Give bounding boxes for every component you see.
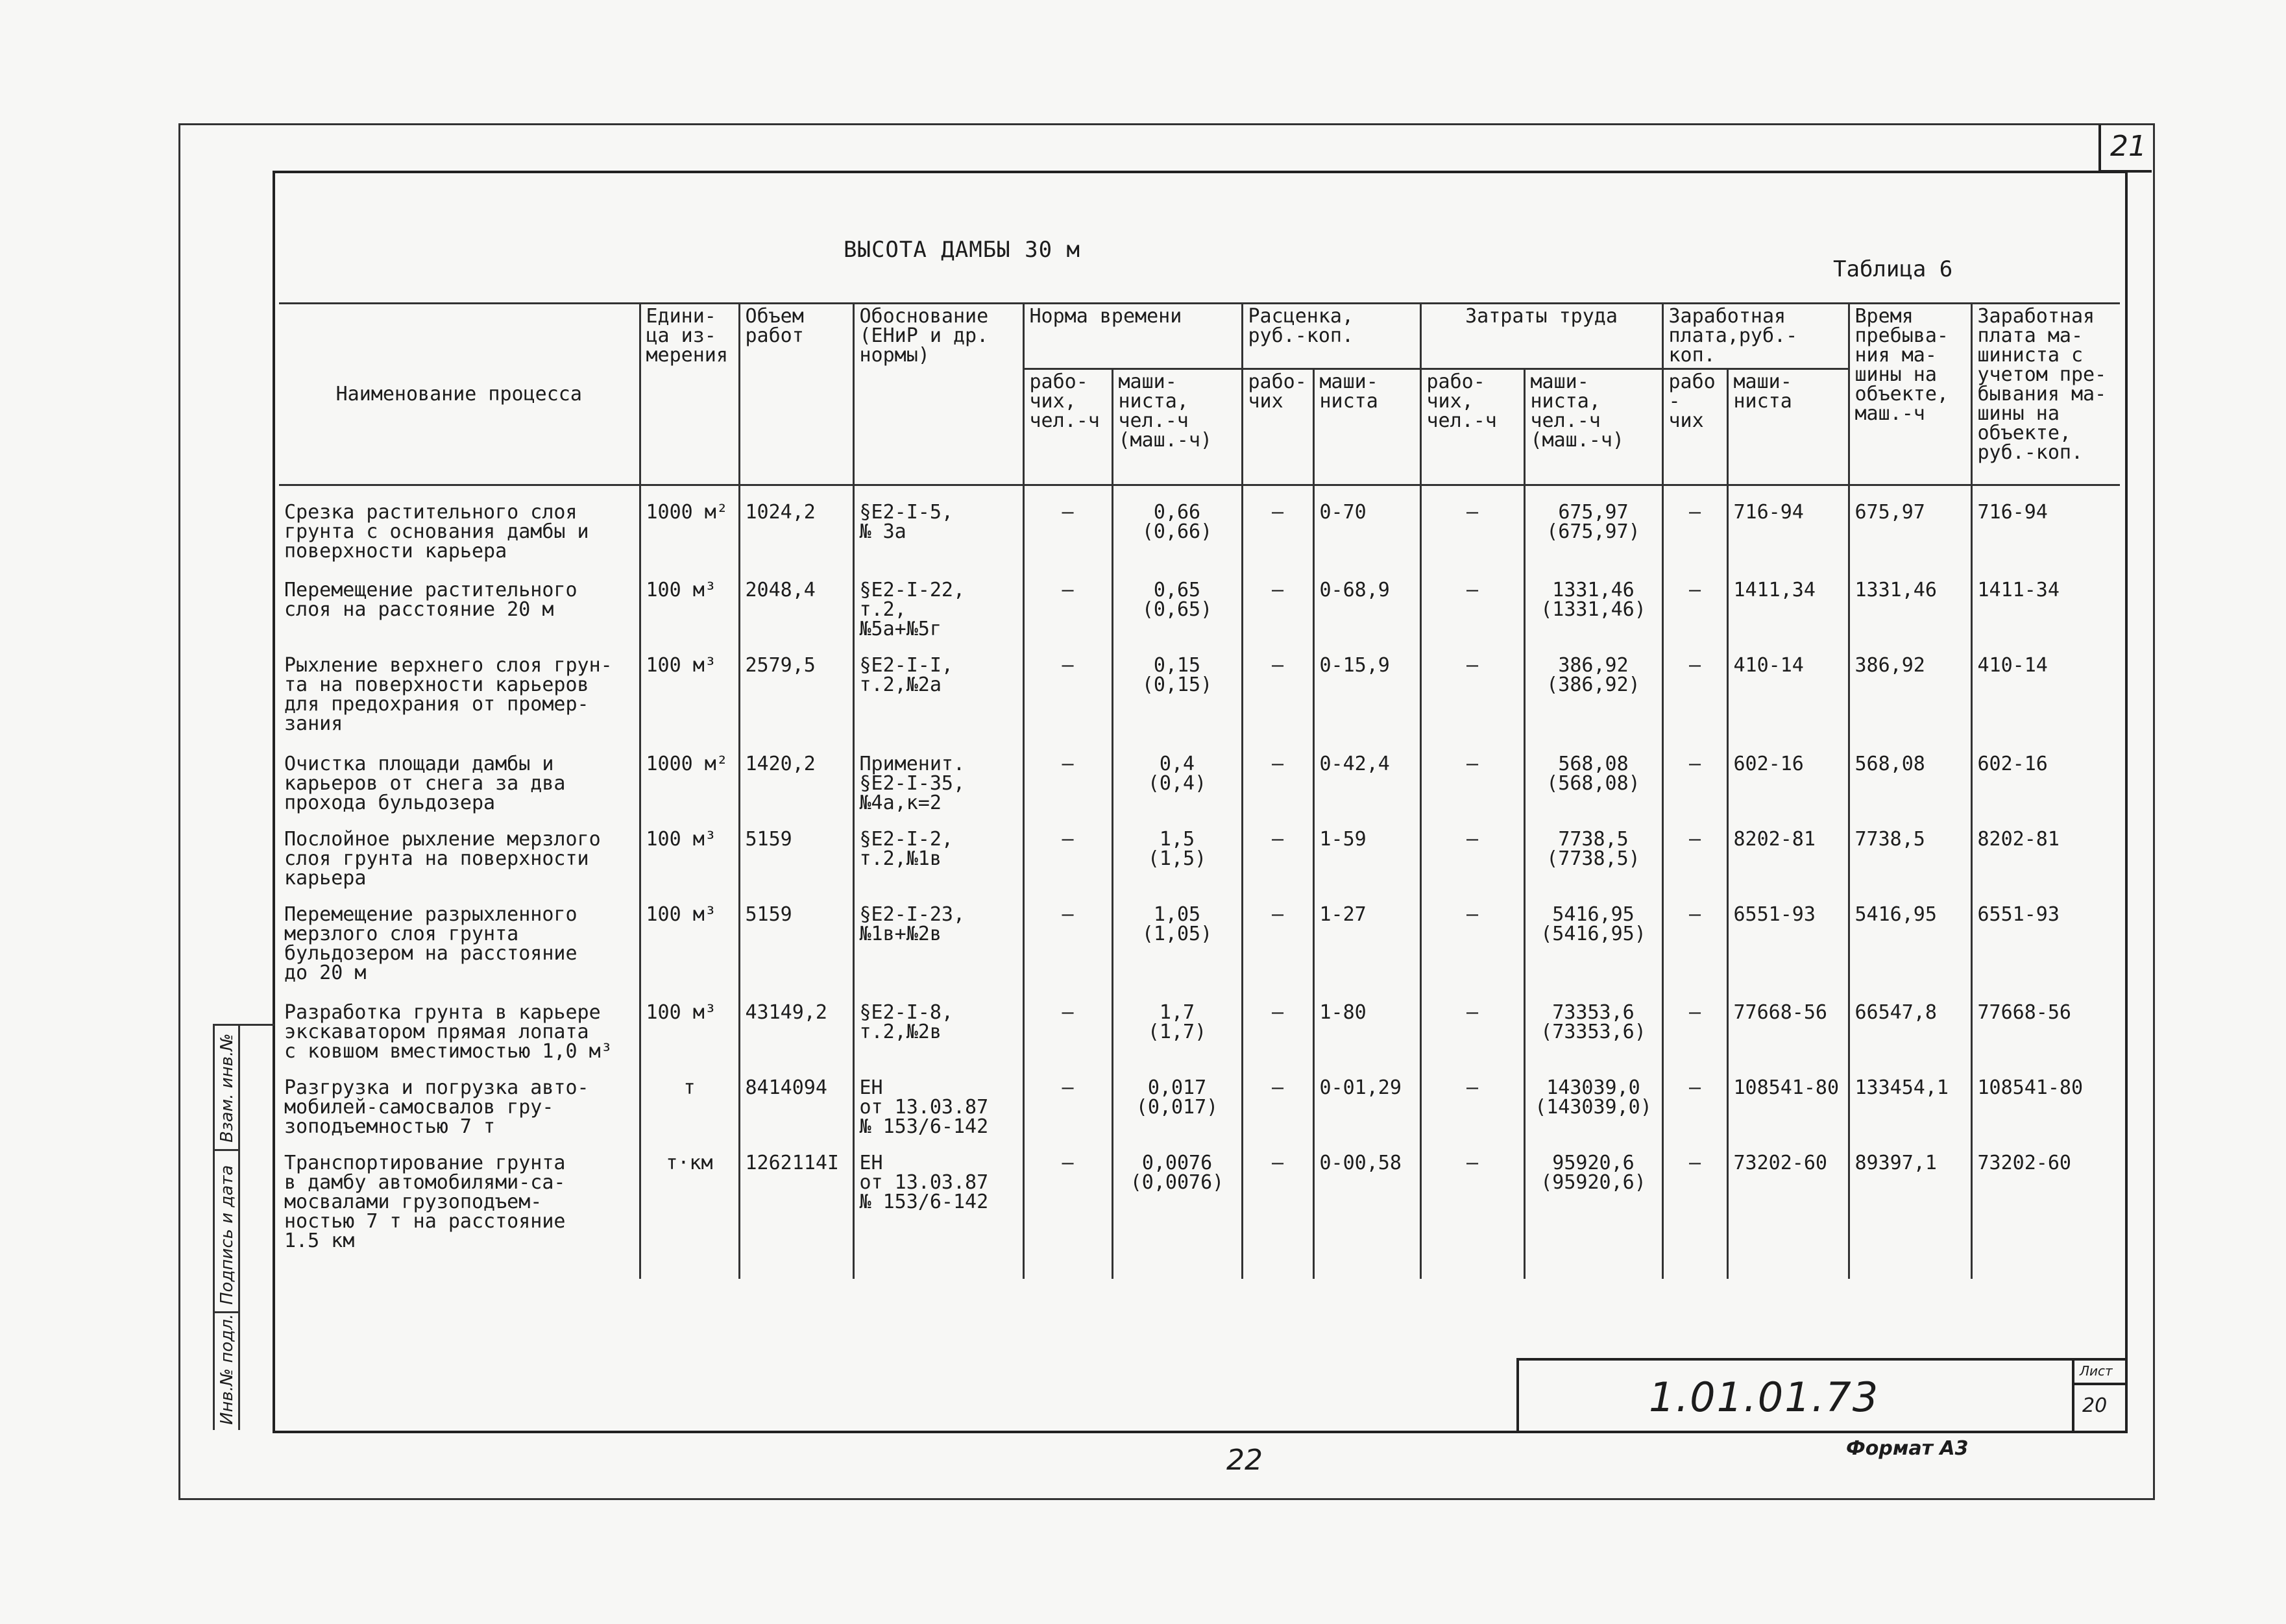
unit: 100 м³ xyxy=(640,578,739,653)
header-wages: Заработная плата,руб.-коп. xyxy=(1662,304,1849,369)
unit: 1000 м² xyxy=(640,485,739,579)
basis: §Е2-I-5, № 3а xyxy=(853,485,1023,579)
machinist-wages: 6551-93 xyxy=(1971,903,2120,1001)
strip-label-replaces-inv: Взам. инв.№ xyxy=(217,1033,237,1143)
labor-workers: – xyxy=(1420,1076,1524,1151)
volume: 1262114I xyxy=(739,1151,853,1272)
process-name: Очистка площади дамбы и карьеров от снега за два прохода бульдозера xyxy=(279,752,640,827)
header-labor-cost: Затраты труда xyxy=(1420,304,1662,369)
norm-machinist: 0,66 (0,66) xyxy=(1112,485,1242,579)
norm-workers: – xyxy=(1023,653,1112,752)
table-row xyxy=(279,653,2120,752)
volume: 1420,2 xyxy=(739,752,853,827)
rate-machinist: 0-68,9 xyxy=(1313,578,1420,653)
machinist-wages: 77668-56 xyxy=(1971,1000,2120,1076)
norm-workers: – xyxy=(1023,1076,1112,1151)
header-labor-workers: рабо- чих, чел.-ч xyxy=(1420,369,1524,485)
machinist-wages: 1411-34 xyxy=(1971,578,2120,653)
norm-machinist: 1,05 (1,05) xyxy=(1112,903,1242,1001)
header-norm-machinist: маши- ниста, чел.-ч (маш.-ч) xyxy=(1112,369,1242,485)
header-norm-workers: рабо- чих, чел.-ч xyxy=(1023,369,1112,485)
labor-workers: – xyxy=(1420,485,1524,579)
norm-workers: – xyxy=(1023,485,1112,579)
rate-machinist: 1-59 xyxy=(1313,827,1420,903)
labor-machinist: 1331,46 (1331,46) xyxy=(1524,578,1662,653)
machine-time: 7738,5 xyxy=(1849,827,1971,903)
table-row xyxy=(279,752,2120,827)
table-row xyxy=(279,1000,2120,1076)
basis: Применит. §Е2-I-35, №4а,к=2 xyxy=(853,752,1023,827)
machine-time: 386,92 xyxy=(1849,653,1971,752)
header-labor-machinist: маши- ниста, чел.-ч (маш.-ч) xyxy=(1524,369,1662,485)
format-label: Формат А3 xyxy=(1846,1437,1969,1460)
wages-workers: – xyxy=(1662,1076,1727,1151)
header-wages-workers: рабо- чих xyxy=(1662,369,1727,485)
header-basis: Обоснование (ЕНиР и др. нормы) xyxy=(853,304,1023,485)
wages-workers: – xyxy=(1662,1000,1727,1076)
basis: §Е2-I-23, №1в+№2в xyxy=(853,903,1023,1001)
basis: §Е2-I-2, т.2,№1в xyxy=(853,827,1023,903)
process-name: Разгрузка и погрузка авто- мобилей-самосвалов гру- зоподъемностью 7 т xyxy=(279,1076,640,1151)
machine-time: 89397,1 xyxy=(1849,1151,1971,1272)
rate-machinist: 0-00,58 xyxy=(1313,1151,1420,1272)
process-table xyxy=(279,302,2120,1279)
header-norm-time: Норма времени xyxy=(1023,304,1242,369)
rate-machinist: 1-27 xyxy=(1313,903,1420,1001)
wages-machinist: 108541-80 xyxy=(1727,1076,1849,1151)
process-name: Послойное рыхление мерзлого слоя грунта на поверхности карьера xyxy=(279,827,640,903)
volume: 43149,2 xyxy=(739,1000,853,1076)
table-row xyxy=(279,1151,2120,1272)
sheet-number: 20 xyxy=(2082,1394,2108,1417)
table-row xyxy=(279,1076,2120,1151)
labor-machinist: 386,92 (386,92) xyxy=(1524,653,1662,752)
unit: 100 м³ xyxy=(640,903,739,1001)
table-row xyxy=(279,903,2120,1001)
document-code: 1.01.01.73 xyxy=(1649,1374,1880,1421)
wages-machinist: 1411,34 xyxy=(1727,578,1849,653)
wages-machinist: 8202-81 xyxy=(1727,827,1849,903)
strip-label-inv-original: Инв.№ подл. xyxy=(217,1313,237,1425)
machinist-wages: 8202-81 xyxy=(1971,827,2120,903)
unit: т·км xyxy=(640,1151,739,1272)
norm-workers: – xyxy=(1023,1000,1112,1076)
rate-workers: – xyxy=(1242,827,1313,903)
unit: 100 м³ xyxy=(640,827,739,903)
sheet-label: Лист xyxy=(2080,1363,2113,1379)
wages-workers: – xyxy=(1662,752,1727,827)
table-filler-row xyxy=(279,1273,2120,1279)
wages-machinist: 602-16 xyxy=(1727,752,1849,827)
basis: §Е2-I-8, т.2,№2в xyxy=(853,1000,1023,1076)
sheet-box-divider xyxy=(2074,1383,2125,1385)
norm-workers: – xyxy=(1023,752,1112,827)
process-name: Транспортирование грунта в дамбу автомобилями-са- мосвалами грузоподъем- ностью 7 т на расстояние 1.5 км xyxy=(279,1151,640,1272)
rate-workers: – xyxy=(1242,485,1313,579)
rate-machinist: 0-70 xyxy=(1313,485,1420,579)
basis: ЕН от 13.03.87 № 153/6-142 xyxy=(853,1076,1023,1151)
norm-machinist: 0,15 (0,15) xyxy=(1112,653,1242,752)
unit: 1000 м² xyxy=(640,752,739,827)
header-rate-machinist: маши- ниста xyxy=(1313,369,1420,485)
rate-workers: – xyxy=(1242,653,1313,752)
unit: 100 м³ xyxy=(640,1000,739,1076)
header-process-name: Наименование процесса xyxy=(279,304,640,485)
table-row xyxy=(279,485,2120,579)
wages-workers: – xyxy=(1662,1151,1727,1272)
title-block xyxy=(1516,1358,2125,1431)
document-title: ВЫСОТА ДАМБЫ 30 м xyxy=(844,237,1080,263)
volume: 1024,2 xyxy=(739,485,853,579)
norm-machinist: 0,0076 (0,0076) xyxy=(1112,1151,1242,1272)
labor-workers: – xyxy=(1420,578,1524,653)
volume: 8414094 xyxy=(739,1076,853,1151)
rate-workers: – xyxy=(1242,1151,1313,1272)
machinist-wages: 716-94 xyxy=(1971,485,2120,579)
basis: §Е2-I-I, т.2,№2а xyxy=(853,653,1023,752)
unit: т xyxy=(640,1076,739,1151)
header-rate-workers: рабо- чих xyxy=(1242,369,1313,485)
machine-time: 133454,1 xyxy=(1849,1076,1971,1151)
labor-workers: – xyxy=(1420,1000,1524,1076)
machine-time: 675,97 xyxy=(1849,485,1971,579)
norm-machinist: 1,7 (1,7) xyxy=(1112,1000,1242,1076)
norm-workers: – xyxy=(1023,827,1112,903)
process-name: Перемещение разрыхленного мерзлого слоя грунта бульдозером на расстояние до 20 м xyxy=(279,903,640,1001)
labor-machinist: 95920,6 (95920,6) xyxy=(1524,1151,1662,1272)
wages-workers: – xyxy=(1662,578,1727,653)
rate-machinist: 0-15,9 xyxy=(1313,653,1420,752)
volume: 5159 xyxy=(739,827,853,903)
volume: 2048,4 xyxy=(739,578,853,653)
norm-machinist: 0,4 (0,4) xyxy=(1112,752,1242,827)
rate-workers: – xyxy=(1242,578,1313,653)
header-wages-machinist: маши- ниста xyxy=(1727,369,1849,485)
machinist-wages: 410-14 xyxy=(1971,653,2120,752)
wages-machinist: 716-94 xyxy=(1727,485,1849,579)
binding-strip xyxy=(213,1024,274,1430)
norm-workers: – xyxy=(1023,1151,1112,1272)
process-name: Рыхление верхнего слоя грун- та на поверхности карьеров для предохрания от промер- зания xyxy=(279,653,640,752)
wages-machinist: 77668-56 xyxy=(1727,1000,1849,1076)
rate-workers: – xyxy=(1242,1000,1313,1076)
process-name: Перемещение растительного слоя на расстояние 20 м xyxy=(279,578,640,653)
norm-machinist: 0,65 (0,65) xyxy=(1112,578,1242,653)
norm-machinist: 0,017 (0,017) xyxy=(1112,1076,1242,1151)
machinist-wages: 602-16 xyxy=(1971,752,2120,827)
rate-workers: – xyxy=(1242,752,1313,827)
process-name: Разработка грунта в карьере экскаватором прямая лопата с ковшом вместимостью 1,0 м³ xyxy=(279,1000,640,1076)
basis: §Е2-I-22, т.2, №5а+№5г xyxy=(853,578,1023,653)
basis: ЕН от 13.03.87 № 153/6-142 xyxy=(853,1151,1023,1272)
rate-workers: – xyxy=(1242,903,1313,1001)
labor-machinist: 7738,5 (7738,5) xyxy=(1524,827,1662,903)
wages-workers: – xyxy=(1662,653,1727,752)
norm-machinist: 1,5 (1,5) xyxy=(1112,827,1242,903)
labor-machinist: 73353,6 (73353,6) xyxy=(1524,1000,1662,1076)
labor-machinist: 568,08 (568,08) xyxy=(1524,752,1662,827)
machine-time: 1331,46 xyxy=(1849,578,1971,653)
wages-machinist: 410-14 xyxy=(1727,653,1849,752)
table-label: Таблица 6 xyxy=(1833,256,1953,282)
rate-machinist: 0-42,4 xyxy=(1313,752,1420,827)
page-number: 22 xyxy=(1226,1444,1263,1477)
wages-workers: – xyxy=(1662,827,1727,903)
rate-workers: – xyxy=(1242,1076,1313,1151)
process-name: Срезка растительного слоя грунта с основания дамбы и поверхности карьера xyxy=(279,485,640,579)
header-machine-time: Время пребыва- ния ма- шины на объекте, маш.-ч xyxy=(1849,304,1971,485)
strip-divider xyxy=(238,1026,240,1430)
machinist-wages: 108541-80 xyxy=(1971,1076,2120,1151)
labor-workers: – xyxy=(1420,827,1524,903)
wages-workers: – xyxy=(1662,903,1727,1001)
header-unit: Едини- ца из- мерения xyxy=(640,304,739,485)
sheet-corner-number: 21 xyxy=(2110,130,2146,163)
machine-time: 5416,95 xyxy=(1849,903,1971,1001)
header-rate: Расценка, руб.-коп. xyxy=(1242,304,1420,369)
strip-label-signature-date: Подпись и дата xyxy=(217,1165,237,1305)
sheet-corner-box xyxy=(2098,125,2152,173)
volume: 2579,5 xyxy=(739,653,853,752)
rate-machinist: 0-01,29 xyxy=(1313,1076,1420,1151)
header-machinist-wages: Заработная плата ма- шиниста с учетом пре- бывания ма- шины на объекте, руб.-коп. xyxy=(1971,304,2120,485)
sheet-number-box xyxy=(2072,1361,2125,1431)
rate-machinist: 1-80 xyxy=(1313,1000,1420,1076)
volume: 5159 xyxy=(739,903,853,1001)
header-volume: Объем работ xyxy=(739,304,853,485)
machine-time: 66547,8 xyxy=(1849,1000,1971,1076)
labor-machinist: 675,97 (675,97) xyxy=(1524,485,1662,579)
labor-machinist: 143039,0 (143039,0) xyxy=(1524,1076,1662,1151)
table-row xyxy=(279,827,2120,903)
machine-time: 568,08 xyxy=(1849,752,1971,827)
machinist-wages: 73202-60 xyxy=(1971,1151,2120,1272)
labor-workers: – xyxy=(1420,1151,1524,1272)
wages-workers: – xyxy=(1662,485,1727,579)
labor-workers: – xyxy=(1420,752,1524,827)
labor-workers: – xyxy=(1420,903,1524,1001)
norm-workers: – xyxy=(1023,578,1112,653)
labor-machinist: 5416,95 (5416,95) xyxy=(1524,903,1662,1001)
table-row xyxy=(279,578,2120,653)
wages-machinist: 73202-60 xyxy=(1727,1151,1849,1272)
norm-workers: – xyxy=(1023,903,1112,1001)
wages-machinist: 6551-93 xyxy=(1727,903,1849,1001)
unit: 100 м³ xyxy=(640,653,739,752)
labor-workers: – xyxy=(1420,653,1524,752)
